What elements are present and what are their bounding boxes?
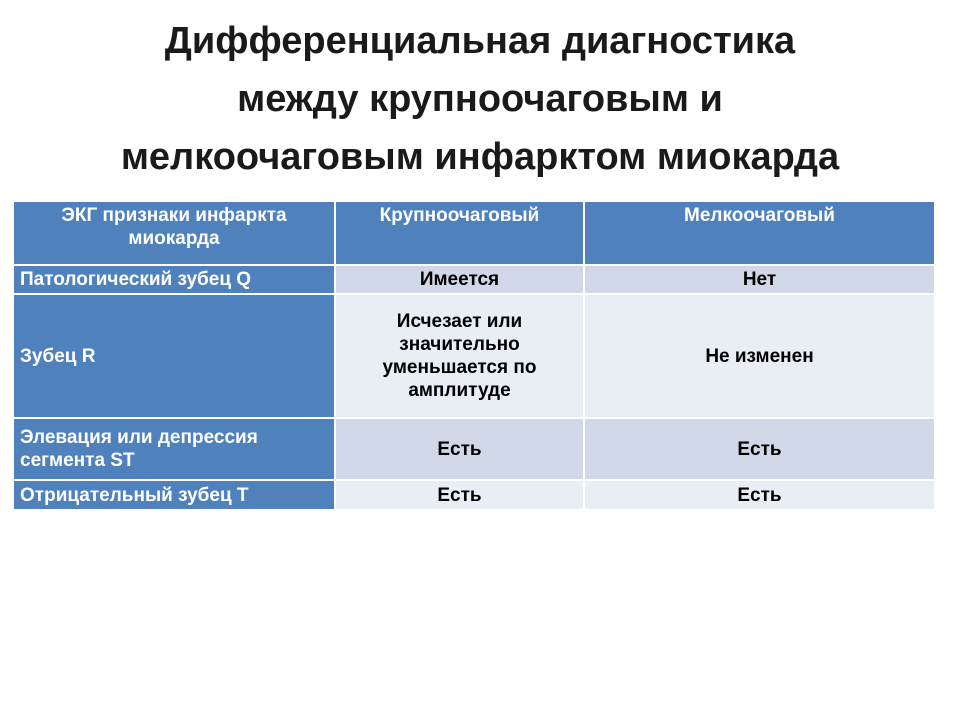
cell-small-q-wave: Нет: [584, 265, 935, 294]
cell-large-q-wave: Имеется: [335, 265, 584, 294]
row-label-q-wave: Патологический зубец Q: [13, 265, 335, 294]
title-line-3: мелкоочаговым инфарктом миокарда: [120, 136, 840, 178]
table-row: [13, 418, 935, 480]
cell-large-st-segment: Есть: [335, 418, 584, 480]
title-line-1: Дифференциальная диагностика: [164, 20, 796, 62]
slide-title: [40, 12, 920, 186]
cell-small-st-segment: Есть: [584, 418, 935, 480]
header-small-focal: Мелкоочаговый: [584, 201, 935, 265]
table-row: [13, 265, 935, 294]
header-large-focal: Крупноочаговый: [335, 201, 584, 265]
cell-small-r-wave: Не изменен: [584, 294, 935, 418]
row-label-st-segment: Элевация или депрессия сегмента ST: [13, 418, 335, 480]
table-header-row: [13, 201, 935, 265]
title-line-2: между крупноочаговым и: [237, 78, 723, 120]
cell-large-t-wave: Есть: [335, 480, 584, 510]
cell-large-r-wave: Исчезает или значительно уменьшается по амплитуде: [335, 294, 584, 418]
row-label-t-wave: Отрицательный зубец T: [13, 480, 335, 510]
cell-small-t-wave: Есть: [584, 480, 935, 510]
row-label-r-wave: Зубец R: [13, 294, 335, 418]
table-row: [13, 480, 935, 510]
table-row: [13, 294, 935, 418]
ecg-comparison-table: [12, 200, 936, 511]
header-ecg-signs: ЭКГ признаки инфаркта миокарда: [13, 201, 335, 265]
